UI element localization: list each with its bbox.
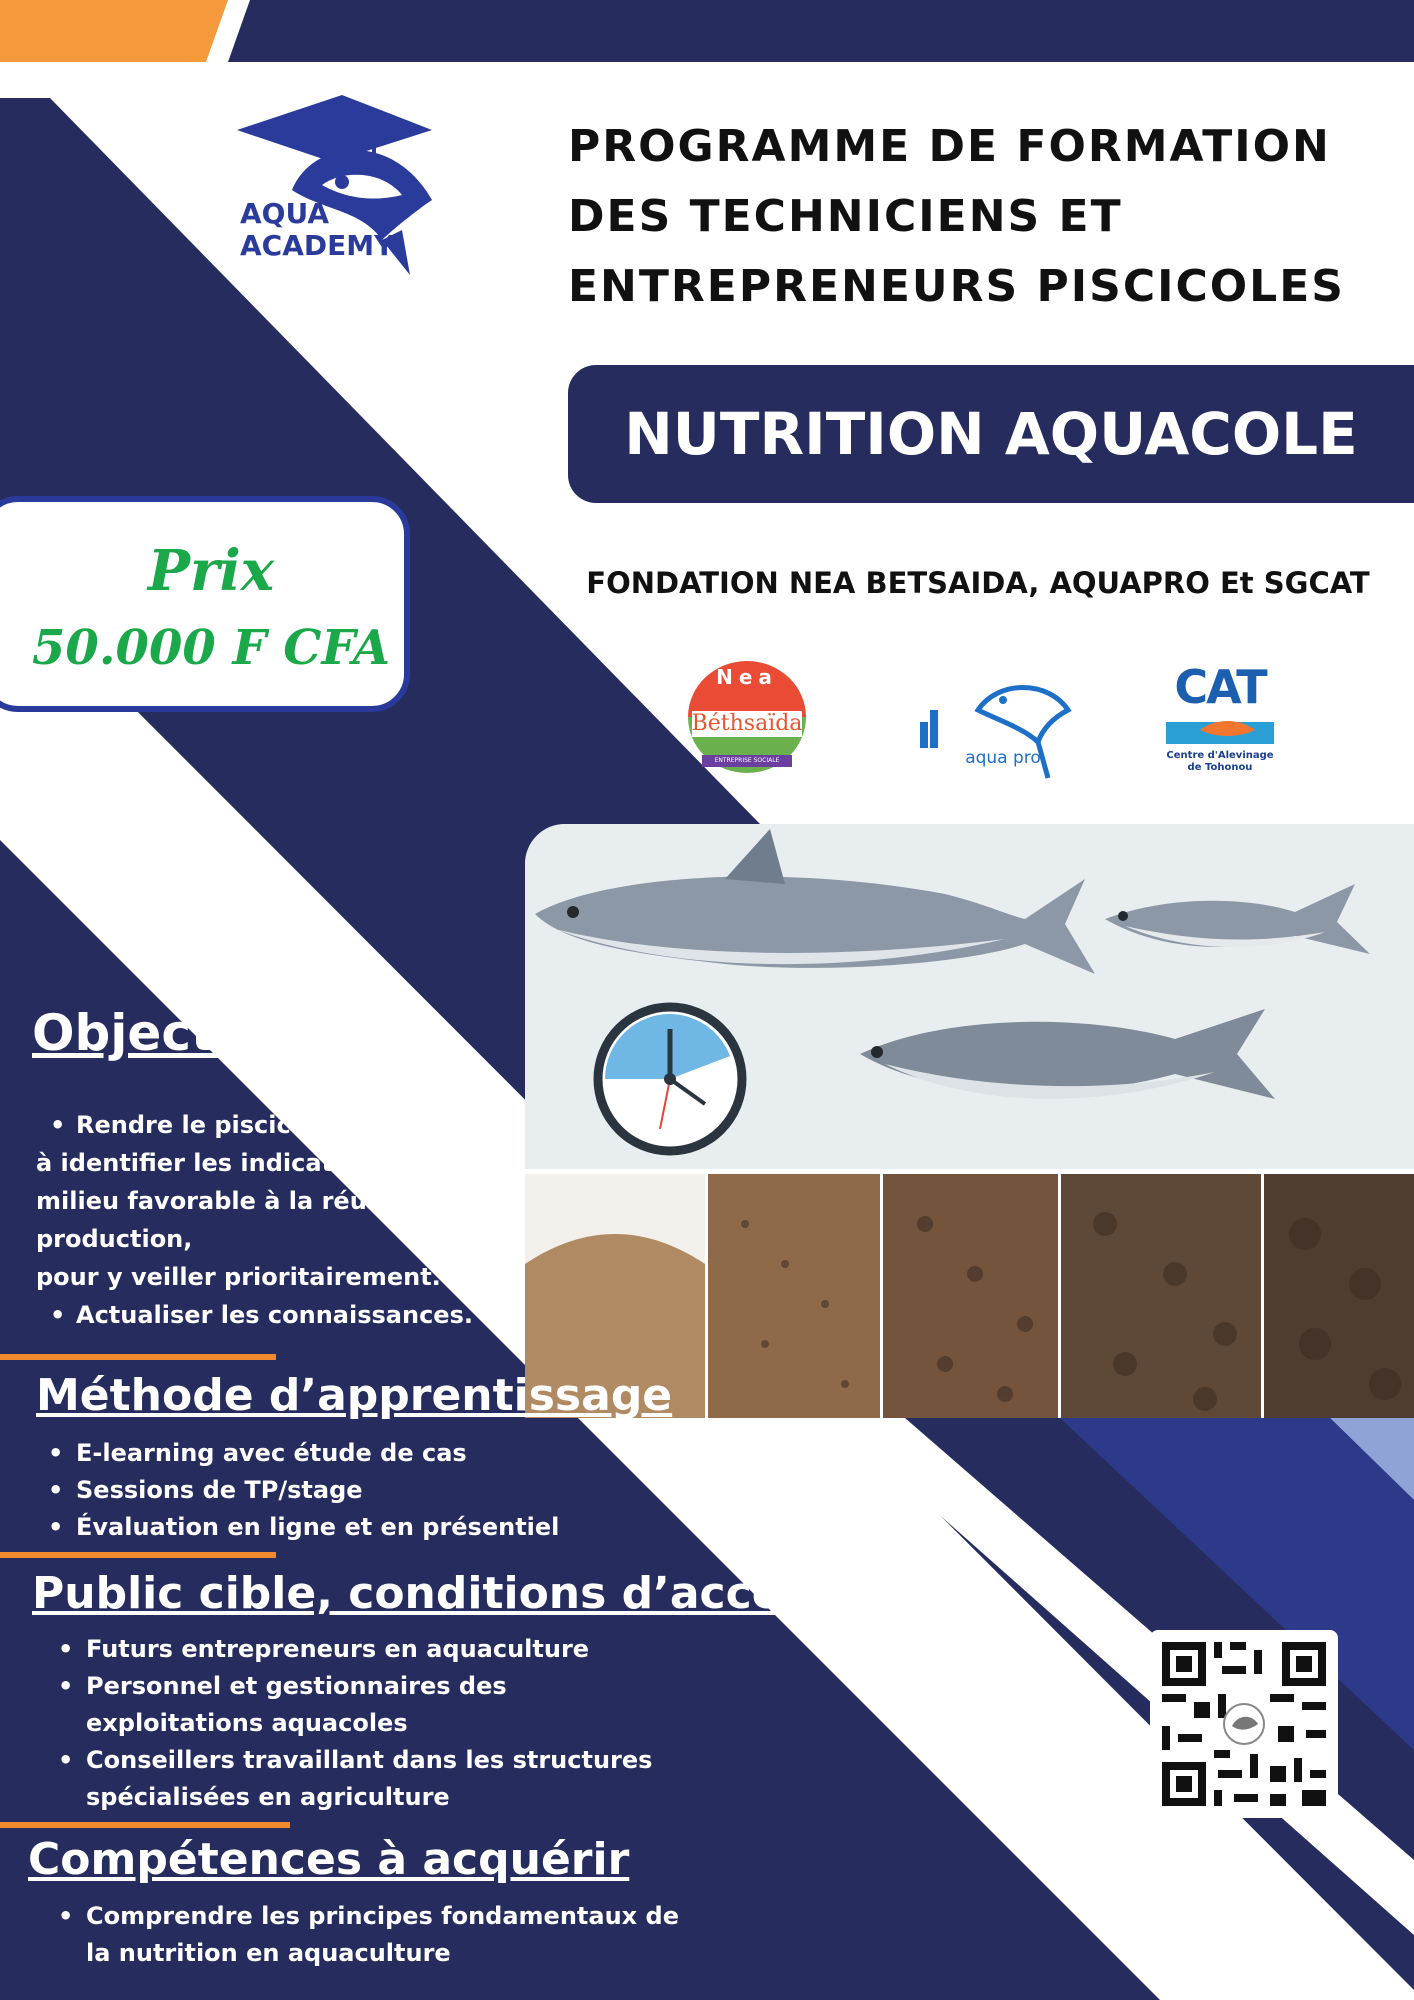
course-banner <box>568 365 1414 503</box>
course-name: NUTRITION AQUACOLE <box>624 400 1358 468</box>
clock-icon <box>598 1007 742 1151</box>
list-item: • Conseillers travaillant dans les structures spécialisées en agriculture <box>46 1742 666 1816</box>
objectifs-line: pour y veiller prioritairement. <box>36 1263 441 1291</box>
list-item: • Sessions de TP/stage <box>36 1472 596 1509</box>
qr-code[interactable] <box>1150 1630 1338 1818</box>
competences-heading: Compétences à acquérir <box>28 1834 630 1885</box>
methode-list <box>36 1435 596 1546</box>
aqua-academy-logo <box>232 90 442 280</box>
program-title-line: DES TECHNICIENS ET <box>568 191 1123 242</box>
aqua-academy-logo-line2: ACADEMY <box>240 229 395 262</box>
cat-logo <box>1160 660 1300 784</box>
cat-logo-line1: Centre d'Alevinage <box>1166 750 1274 761</box>
methode-heading: Méthode d’apprentissage <box>36 1370 673 1421</box>
program-title-line: ENTREPRENEURS PISCICOLES <box>568 261 1345 312</box>
aquapro-logo-text: aqua pro <box>965 748 1041 768</box>
list-item: • Personnel et gestionnaires des exploitations aquacoles <box>46 1668 666 1742</box>
objectifs-line: à identifier les indicateurs d’un <box>36 1149 462 1177</box>
price-box <box>0 496 410 712</box>
qr-code-icon <box>1150 1630 1338 1818</box>
divider <box>0 1552 276 1558</box>
nea-bethsaida-logo <box>680 655 814 779</box>
nea-logo-top: Nea <box>716 665 778 689</box>
price-label: Prix <box>147 538 275 604</box>
competences-list <box>46 1898 686 1972</box>
cat-logo-text: CAT <box>1174 660 1266 714</box>
nea-logo-bottom: ENTREPRISE SOCIALE <box>714 757 780 764</box>
objectifs-line: • Actualiser les connaissances. <box>36 1296 506 1334</box>
public-list <box>46 1631 666 1816</box>
list-item: • Futurs entrepreneurs en aquaculture <box>46 1631 666 1668</box>
program-title <box>568 112 1388 322</box>
objectifs-line: • Rendre le pisciculteur apte <box>36 1106 506 1144</box>
price-value: 50.000 F CFA <box>32 620 390 676</box>
fish-feed-photo <box>525 824 1414 1418</box>
aquapro-logo <box>918 670 1072 782</box>
objectifs-line: production, <box>36 1225 193 1253</box>
aqua-academy-logo-line1: AQUA <box>240 197 330 230</box>
divider <box>0 1822 290 1828</box>
divider <box>0 1354 276 1360</box>
program-title-line: PROGRAMME DE FORMATION <box>568 121 1331 172</box>
nea-logo-main: Béthsaïda <box>691 711 803 736</box>
partners-line: FONDATION NEA BETSAIDA, AQUAPRO Et SGCAT <box>586 566 1370 600</box>
list-item: • Comprendre les principes fondamentaux de la nutrition en aquaculture <box>46 1898 686 1972</box>
list-item: • E-learning avec étude de cas <box>36 1435 596 1472</box>
cat-logo-line2: de Tohonou <box>1187 762 1253 773</box>
objectifs-heading: Objectifs <box>32 1004 284 1062</box>
objectifs-text <box>36 1106 506 1334</box>
list-item: • Évaluation en ligne et en présentiel <box>36 1509 596 1546</box>
objectifs-line: milieu favorable à la réussite de la <box>36 1187 506 1215</box>
catfish-and-pellets-illustration <box>525 824 1414 1418</box>
public-heading: Public cible, conditions d’accès <box>32 1568 808 1619</box>
